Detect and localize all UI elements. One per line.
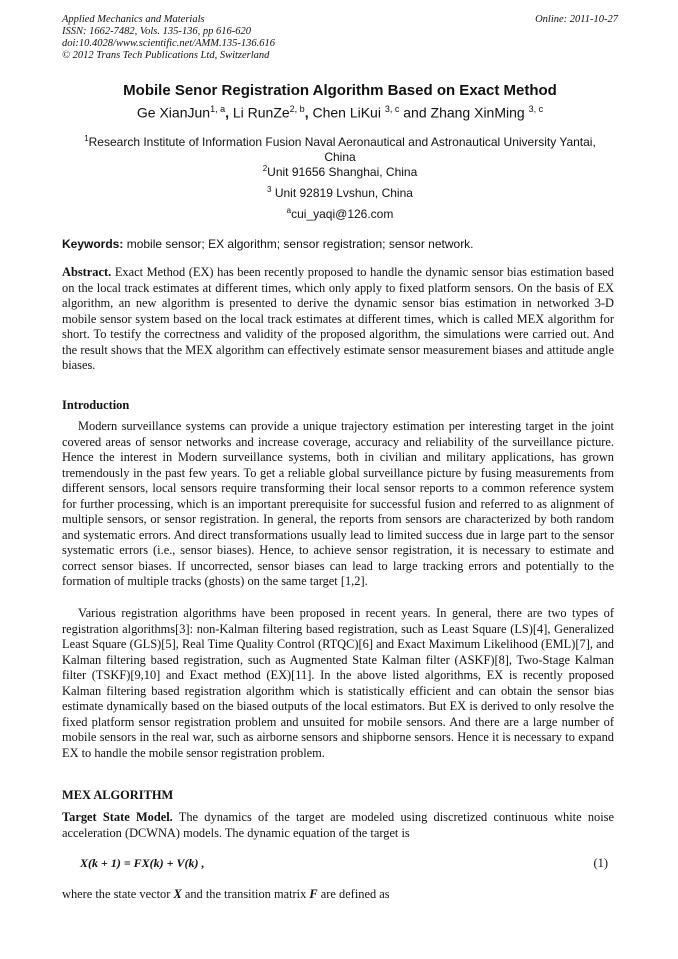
author-sup: 2, b: [289, 104, 305, 114]
equation-number: (1): [593, 856, 608, 870]
introduction-heading: Introduction: [62, 398, 130, 412]
affiliation-3: [62, 182, 618, 201]
affiliation-1: [62, 131, 618, 165]
abstract: [62, 265, 614, 374]
paper-title: Mobile Senor Registration Algorithm Based on Exact Method: [123, 82, 557, 99]
author-name: Zhang XinMing: [430, 104, 525, 121]
equation-expression: X(k + 1) = FX(k) + V(k) ,: [80, 856, 205, 870]
transition-matrix-symbol: F: [309, 887, 318, 901]
doi-line: doi:10.4028/www.scientific.net/AMM.135-136.616: [62, 38, 275, 49]
email-address: cui_yaqi@126.com: [291, 207, 394, 221]
equation-1: [80, 856, 608, 871]
tsm-label: Target State Model.: [62, 810, 173, 824]
author-sup: 3, c: [384, 104, 400, 114]
state-vector-symbol: X: [173, 887, 182, 901]
affiliation-text: China: [324, 150, 356, 164]
intro-paragraph-2: Various registration algorithms have been proposed in recent years. In general, there are two types of registration algorithms[3]: non-Kalman filtering based registration, such as Least Square (LS)[4], Generalized Least Square (GLS)[5], Real Time Quality Control (RTQC)[6] and Exact Maximum Likelihood (EML)[7], and Kalman filtering based registration, such as Augmented State Kalman filter (ASKF)[8], Two-Stage Kalman filter (TSKF)[9,10] and Exact method (EX)[11]. In the above listed algorithms, EX is recently proposed Kalman filtering based registration algorithm which is statistically efficient and can obtain the sensor bias estimate dynamically based on the biased outputs of the local estimators. But EX is derived to only resolve the fixed platform sensor registration problem and unsuited for mobile sensors. And there are a large number of mobile sensors in the real war, such as airborne sensors and shipborne sensors. Hence it is necessary to expand EX to handle the mobile sensor registration problem.: [62, 606, 614, 760]
affiliation-2: [62, 161, 618, 180]
journal-header: [62, 14, 618, 62]
affiliation-sup: 1: [84, 134, 89, 143]
affiliation-text: Research Institute of Information Fusion Naval Aeronautical and Astronautical University Yantai,: [88, 135, 596, 149]
keywords-text: mobile sensor; EX algorithm; sensor registration; sensor network.: [126, 237, 474, 251]
intro-paragraph-1: Modern surveillance systems can provide a unique trajectory estimation per interesting target in the joint covered areas of sensor networks and increase coverage, accuracy and reliability of the surveillance picture. Hence the interest in Modern surveillance systems, both in civilian and military applications, has grown tremendously in the past few years. To get a reliable global surveillance picture by fusing measurements from different sensors, local sensors require transforming their local sensor reports to a common reference system for further processing, which is an important prerequisite for successful fusion and referred to as alignment of multiple sensors, or sensor registration. In general, the reports from sensors are characterized by both random and systematic errors. And direct transformations usually lead to limited success due in large part to the sensor systematic errors (i.e., sensor biases). Hence, to achieve sensor registration, it is necessary to estimate and correct sensor biases. If uncorrected, sensor biases can lead to large tracking errors and potentially to the formation of multiple tracks (ghosts) on the same target [1,2].: [62, 419, 614, 588]
keywords: [62, 237, 618, 251]
email-sup: a: [286, 206, 292, 215]
tsm-text: The dynamics of the target are modeled using discretized continuous white noise acceleration (DCWNA) models. The dynamic equation of the target is: [62, 810, 614, 840]
affiliation-sup: 3: [267, 185, 272, 194]
author-name: Chen LiKui: [312, 104, 381, 121]
abstract-text: Exact Method (EX) has been recently proposed to handle the dynamic sensor bias estimation based on the local track estimates at different times, which only apply to fixed platform sensors. On the basis of EX algorithm, an new algorithm is presented to derive the dynamic sensor bias estimation in networked 3-D mobile sensor system based on the local track estimates at different times, which is called MEX algorithm for short. To testify the correctness and validity of the proposed algorithm, the simulations were carried out. And the result shows that the MEX algorithm can effectively estimate sensor measurement biases and attitude angle biases.: [62, 265, 614, 372]
issn-line: ISSN: 1662-7482, Vols. 135-136, pp 616-620: [62, 26, 251, 37]
author-name: Ge XianJun: [136, 104, 211, 121]
affiliation-sup: 2: [262, 164, 268, 173]
author-list: Ge XianJun$^{1, a}$, Li RunZe$^{2, b}$, Chen LiKui $^{3, c}$ and Zhang XinMing $^{3, c}$: [136, 104, 544, 121]
author-sup: 1, a: [210, 104, 226, 114]
journal-name: Applied Mechanics and Materials: [62, 14, 205, 25]
copyright-line: © 2012 Trans Tech Publications Ltd, Switzerland: [62, 50, 270, 61]
state-vector-sentence: [62, 887, 614, 902]
abstract-label: Abstract.: [62, 265, 112, 279]
author-sup: 3, c: [528, 104, 544, 114]
affiliation-text: Unit 91656 Shanghai, China: [267, 165, 418, 179]
tail-text: are defined as: [317, 887, 390, 901]
keywords-label: Keywords:: [62, 237, 124, 251]
tail-text: and the transition matrix: [181, 887, 310, 901]
email-line: [62, 203, 618, 222]
target-state-model-paragraph: [62, 810, 614, 841]
tail-text: where the state vector: [62, 887, 174, 901]
online-date: Online: 2011-10-27: [535, 14, 618, 25]
affiliation-text: Unit 92819 Lvshun, China: [271, 186, 413, 200]
mex-heading: MEX ALGORITHM: [62, 788, 174, 802]
author-name: Li RunZe: [232, 104, 290, 121]
